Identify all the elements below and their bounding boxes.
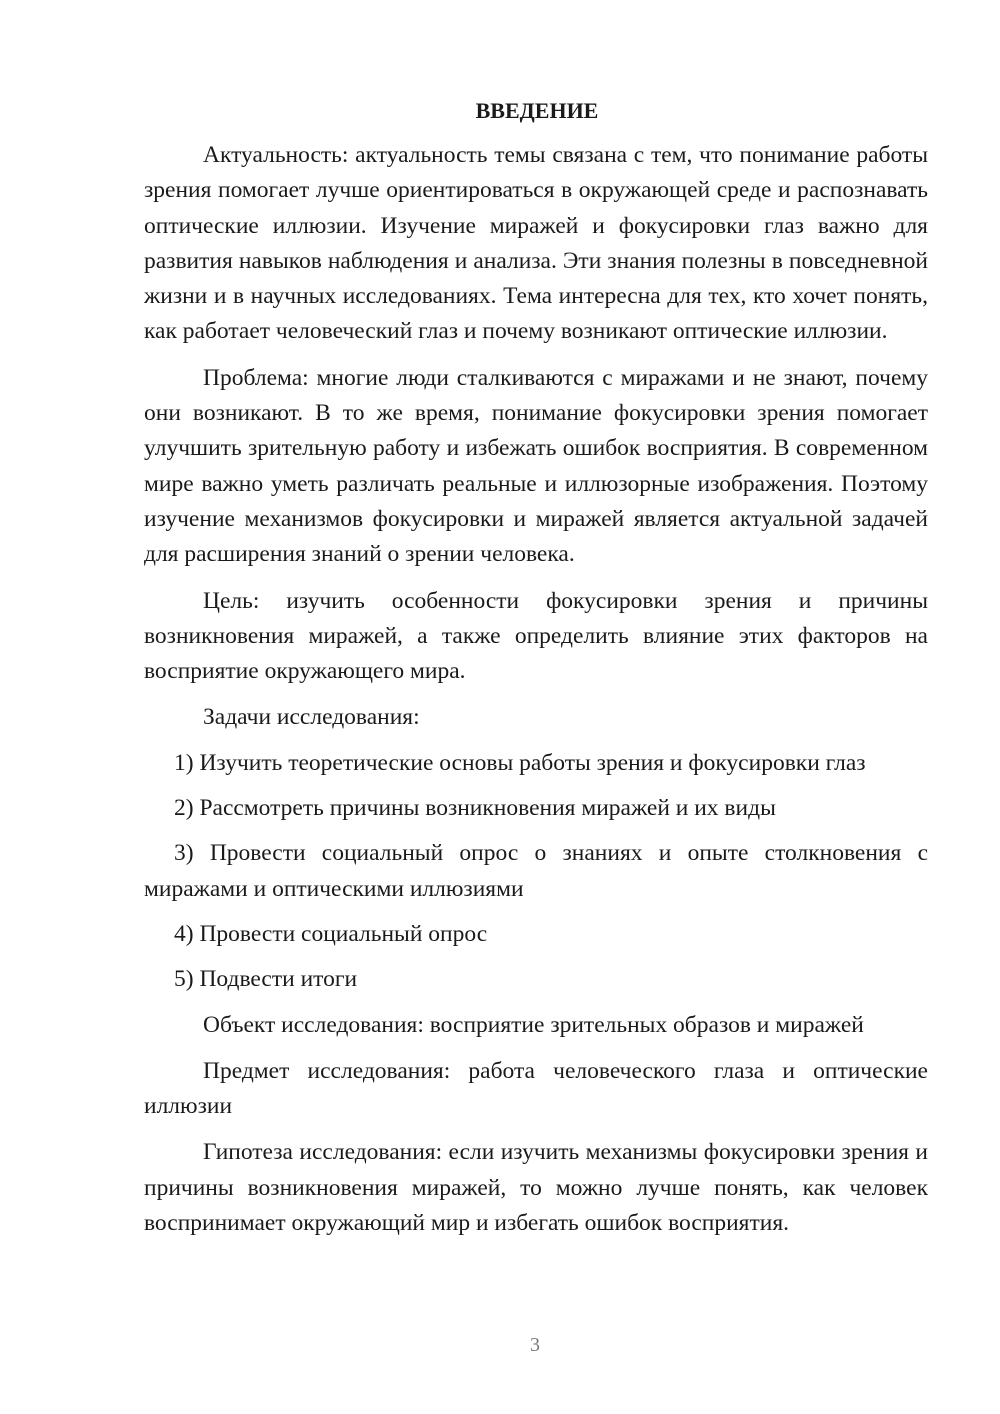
page-number: 3 [530,1334,540,1356]
section-title: ВВЕДЕНИЕ [475,98,599,123]
task-item-1: 1) Изучить теоретические основы работы зрения и фокусировки глаз [174,749,866,776]
paragraph-hypothesis: Гипотеза исследования: если изучить механизмы фокусировки зрения и причины возникновения миражей, то можно лучше понять, как человек воспринимает окружающий мир и избегать ошибок восприятия. [144,1139,928,1237]
task-item-3: 3) Провести социальный опрос о знаниях и опыте столкновения с миражами и оптическими иллюзиями [144,840,928,902]
paragraph-problem: Проблема: многие люди сталкиваются с миражами и не знают, почему они возникают. В то же время, понимание фокусировки зрения помогает улучшить зрительную работу и избежать ошибок восприятия. В современном мире важно уметь различать реальные и иллюзорные изображения. Поэтому изучение механизмов фокусировки и миражей является актуальной задачей для расширения знаний о зрении человека. [144,364,928,568]
task-item-2: 2) Рассмотреть причины возникновения миражей и их виды [174,795,776,822]
tasks-heading: Задачи исследования: [203,704,420,731]
paragraph-goal: Цель: изучить особенности фокусировки зрения и причины возникновения миражей, а также определить влияние этих факторов на восприятие окружающего мира. [144,587,928,685]
paragraph-object: Объект исследования: восприятие зрительных образов и миражей [203,1011,864,1038]
paragraph-subject: Предмет исследования: работа человеческого глаза и оптические иллюзии [144,1057,928,1120]
task-item-5: 5) Подвести итоги [174,966,358,993]
page-content [144,94,928,1241]
task-item-4: 4) Провести социальный опрос [174,920,488,947]
paragraph-relevance: Актуальность: актуальность темы связана с тем, что понимание работы зрения помогает лучше ориентироваться в окружающей среде и распознавать оптические иллюзии. Изучение миражей и фокусировки глаз важно для развития навыков наблюдения и анализа. Эти знания полезны в повседневной жизни и в научных исследованиях. Тема интересна для тех, кто хочет понять, как работает человеческий глаз и почему возникают оптические иллюзии. [144,142,928,345]
